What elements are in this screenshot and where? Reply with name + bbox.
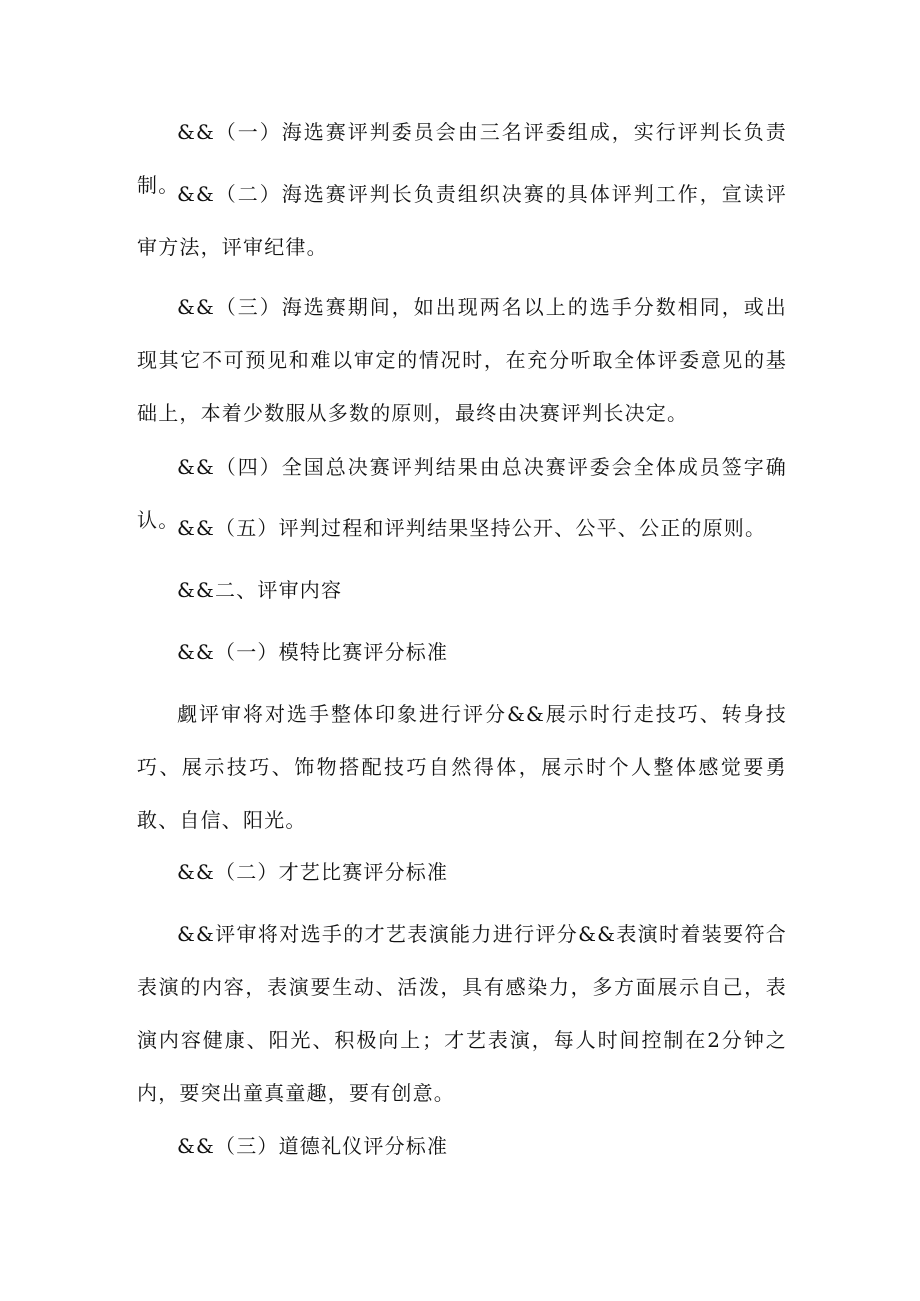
subheading-model-scoring: &&（一）模特比赛评分标准: [177, 640, 449, 664]
paragraph-judging-committee: &&（一）海选赛评判委员会由三名评委组成，实行评判长负责制。: [137, 120, 787, 197]
paragraph-fairness-principle: &&（五）评判过程和评判结果坚持公开、公平、公正的原则。: [177, 516, 767, 540]
paragraph-final-confirmation: &&（四）全国总决赛评判结果由总决赛评委会全体成员签字确认。: [137, 455, 787, 532]
section-heading-review-content: &&二、评审内容: [177, 578, 343, 602]
subheading-talent-scoring: &&（二）才艺比赛评分标准: [177, 860, 449, 884]
paragraph-talent-criteria: &&评审将对选手的才艺表演能力进行评分&&表演时着装要符合表演的内容，表演要生动、活泼，具有感染力，多方面展示自己，表演内容健康、阳光、积极向上；才艺表演，每人时间控制在2分钟之内，要突出童真童趣，要有创意。: [137, 922, 787, 1105]
subheading-etiquette-scoring: &&（三）道德礼仪评分标准: [177, 1134, 449, 1158]
paragraph-model-criteria: 觑评审将对选手整体印象进行评分&&展示时行走技巧、转身技巧、展示技巧、饰物搭配技巧自然得体，展示时个人整体感觉要勇敢、自信、阳光。: [137, 702, 787, 832]
paragraph-tie-rule: &&（三）海选赛期间，如出现两名以上的选手分数相同，或出现其它不可预见和难以审定的情况时，在充分听取全体评委意见的基础上，本着少数服从多数的原则，最终由决赛评判长决定。: [137, 295, 787, 425]
paragraph-chief-judge-duties: &&（二）海选赛评判长负责组织决赛的具体评判工作，宣读评审方法，评审纪律。: [137, 182, 787, 259]
